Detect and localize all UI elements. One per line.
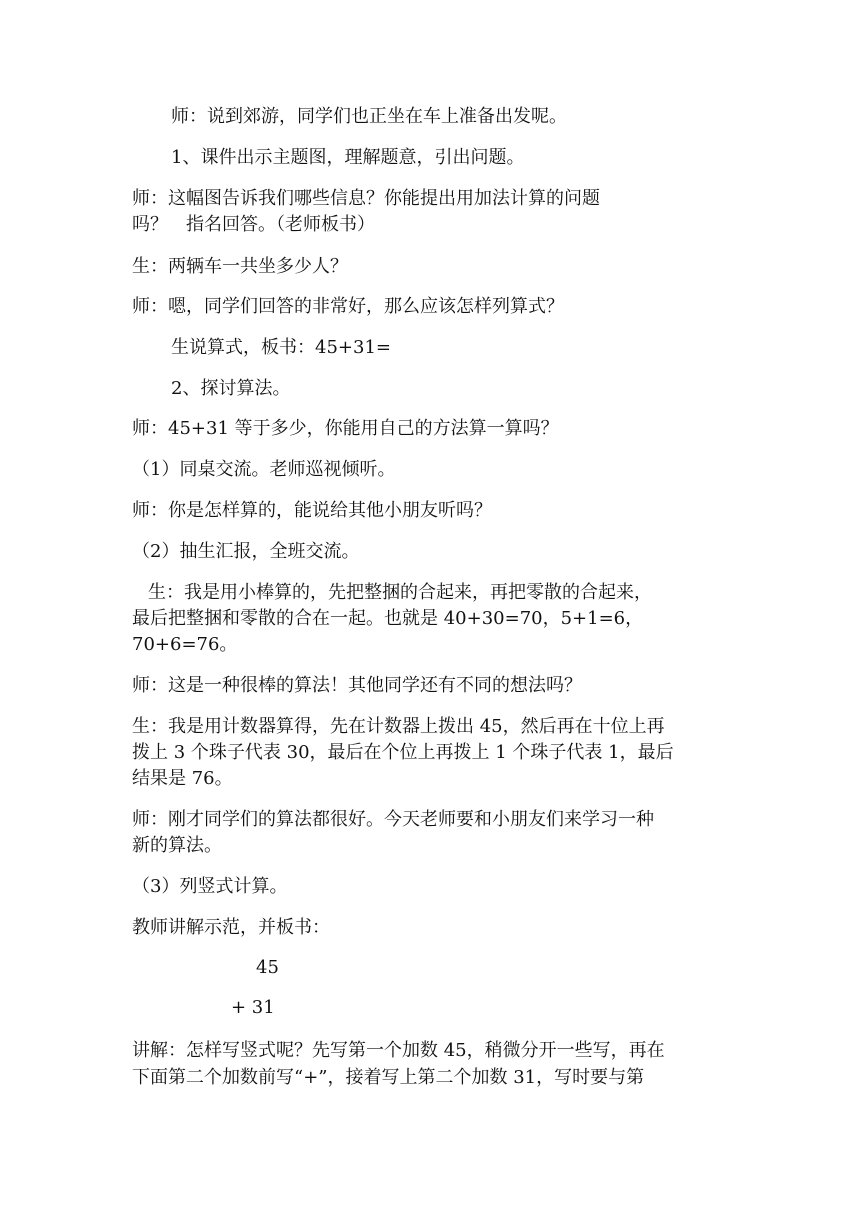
vertical-addend-bottom: + 31 — [231, 997, 275, 1018]
paragraph: 师：45+31 等于多少，你能用自己的方法算一算吗？ — [132, 418, 559, 439]
paragraph: 师：你是怎样算的，能说给其他小朋友听吗？ — [132, 500, 492, 521]
paragraph: 生：我是用计数器算得，先在计数器上拨出 45，然后再在十位上再 — [132, 716, 665, 737]
paragraph: 吗？ 指名回答。（老师板书） — [132, 214, 375, 235]
paragraph: （2）抽生汇报，全班交流。 — [132, 541, 360, 562]
paragraph: 教师讲解示范，并板书： — [132, 917, 330, 938]
paragraph: 最后把整捆和零散的合在一起。也就是 40+30=70，5+1=6， — [132, 608, 644, 629]
paragraph: 师：这是一种很棒的算法！其他同学还有不同的想法吗？ — [132, 675, 582, 696]
paragraph: （3）列竖式计算。 — [132, 876, 288, 897]
paragraph: 生说算式，板书：45+31= — [171, 337, 391, 358]
paragraph: 生：我是用小棒算的，先把整捆的合起来，再把零散的合起来， — [148, 582, 652, 603]
paragraph: 师：嗯，同学们回答的非常好，那么应该怎样列算式？ — [132, 296, 564, 317]
paragraph: 1、课件出示主题图，理解题意，引出问题。 — [171, 147, 525, 168]
paragraph: 2、探讨算法。 — [171, 378, 291, 399]
paragraph: 下面第二个加数前写“+”，接着写上第二个加数 31，写时要与第 — [132, 1067, 645, 1088]
paragraph: 结果是 76。 — [132, 768, 233, 789]
paragraph: 拨上 3 个珠子代表 30，最后在个位上再拨上 1 个珠子代表 1，最后 — [132, 742, 674, 763]
paragraph: 师：刚才同学们的算法都很好。今天老师要和小朋友们来学习一种 — [132, 809, 654, 830]
paragraph: 师：这幅图告诉我们哪些信息？你能提出用加法计算的问题 — [132, 188, 600, 209]
paragraph: 师：说到郊游，同学们也正坐在车上准备出发呢。 — [171, 106, 567, 127]
paragraph: 新的算法。 — [132, 835, 222, 856]
paragraph: 生：两辆车一共坐多少人？ — [132, 256, 348, 277]
paragraph: 讲解：怎样写竖式呢？先写第一个加数 45，稍微分开一些写，再在 — [132, 1040, 665, 1061]
vertical-addend-top: 45 — [256, 957, 279, 978]
paragraph: 70+6=76。 — [132, 634, 238, 655]
paragraph: （1）同桌交流。老师巡视倾听。 — [132, 459, 396, 480]
